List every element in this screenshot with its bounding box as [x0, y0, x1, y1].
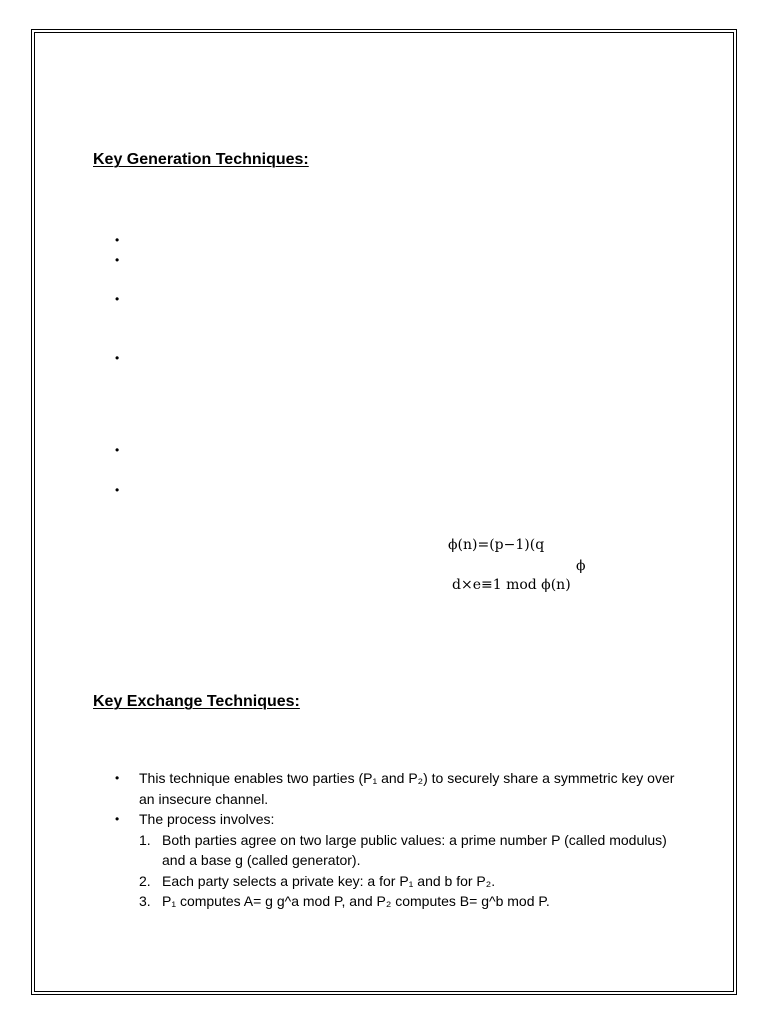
process-step-3 [115, 891, 675, 912]
key-exchange-bullet-2 [115, 809, 675, 830]
step-text: Both parties agree on two large public values: a prime number P (called modulus) and a base g (called generator). [162, 831, 667, 868]
bullet-glyph: • [115, 771, 120, 785]
step-number: 2. [139, 872, 151, 889]
key-exchange-heading: Key Exchange Techniques: [93, 693, 300, 710]
formula-phi: ϕ(n)=(p−1)(q [448, 537, 545, 553]
process-step-1 [115, 830, 675, 871]
formula-phi-symbol: ϕ [576, 558, 586, 574]
key-generation-bullet-3: • [115, 292, 120, 306]
key-generation-bullet-1: • [115, 233, 120, 247]
key-generation-heading: Key Generation Techniques: [93, 151, 309, 168]
process-step-2 [115, 871, 675, 892]
key-exchange-bullet-1 [115, 768, 675, 809]
formula-d: d×e≡1 mod ϕ(n) [452, 577, 571, 593]
key-generation-bullet-5: • [115, 443, 120, 457]
key-generation-bullet-2: • [115, 253, 120, 267]
step-text: P₁ computes A= g g^a mod P, and P₂ computes B= g^b mod P. [162, 893, 550, 909]
key-exchange-bullet-1-text: This technique enables two parties (P₁ and P₂) to securely share a symmetric key over an insecure channel. [139, 770, 675, 807]
key-exchange-list [115, 768, 675, 912]
key-generation-bullet-4: • [115, 351, 120, 365]
step-number: 3. [139, 893, 151, 909]
process-steps-list [115, 830, 675, 912]
key-exchange-bullet-2-text: The process involves: [139, 811, 275, 827]
step-text: Each party selects a private key: a for P₁ and b for P₂. [162, 872, 496, 889]
step-number: 1. [139, 831, 151, 848]
key-generation-bullet-6: • [115, 483, 120, 497]
bullet-glyph: • [115, 812, 120, 826]
